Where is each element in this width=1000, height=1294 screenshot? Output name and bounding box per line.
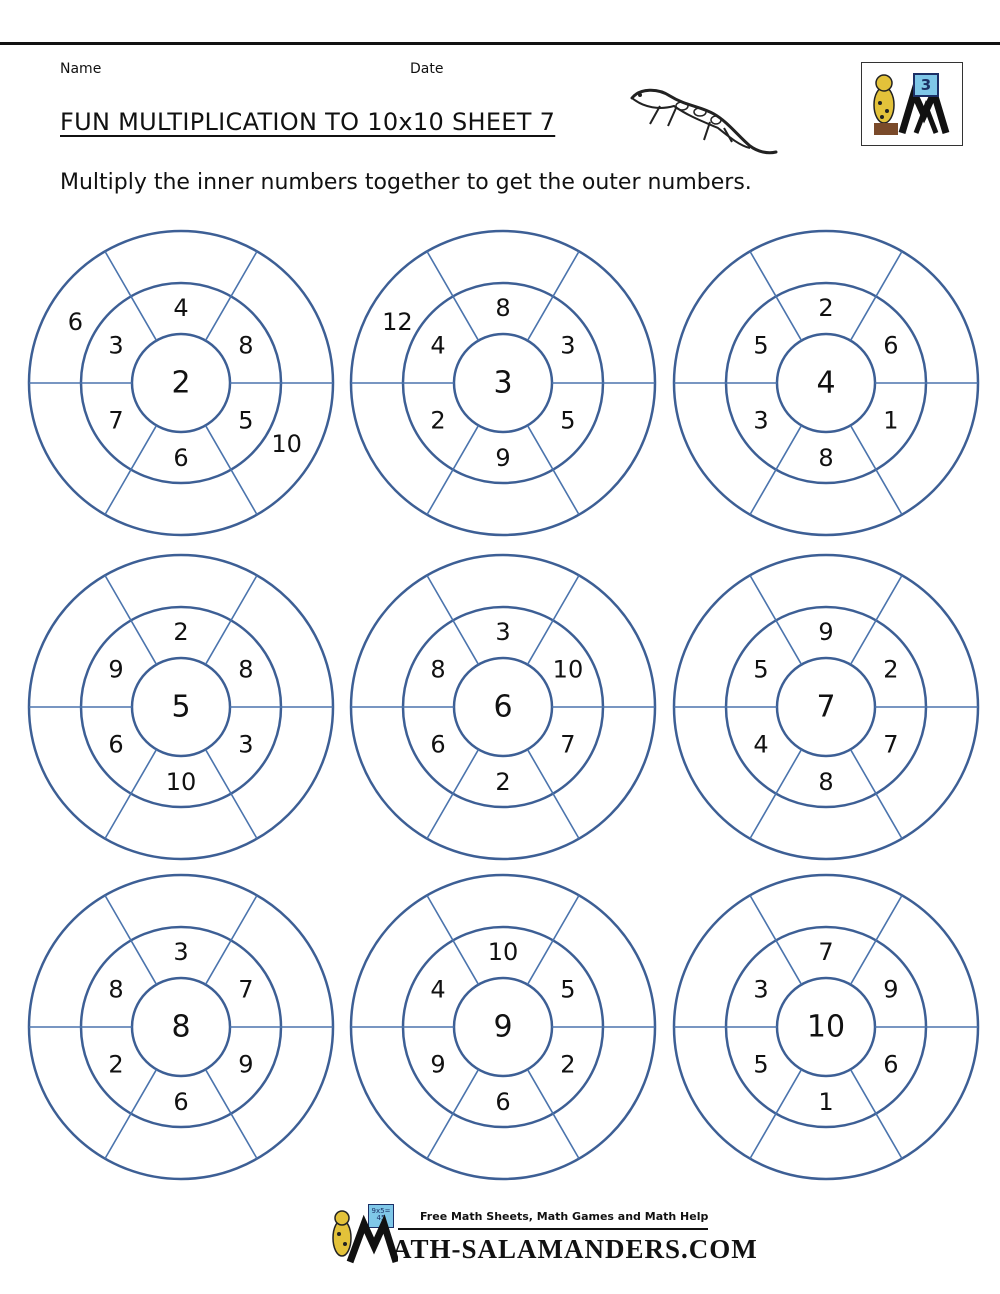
wheel-inner-number: 9: [108, 655, 124, 684]
grade-badge: 3: [913, 73, 939, 97]
wheel-spoke: [427, 251, 479, 340]
wheel-spoke: [427, 425, 479, 514]
wheel-center-number: 3: [493, 365, 513, 401]
wheel-inner-number: 5: [753, 1050, 769, 1079]
wheel-center-number: 4: [816, 365, 836, 401]
wheel-center-number: 2: [171, 365, 191, 401]
footer-badge-line: 9x5=: [371, 1207, 391, 1215]
wheel-inner-number: 6: [883, 331, 899, 360]
wheel-spoke: [427, 1069, 479, 1158]
wheel-inner-number: 8: [818, 768, 834, 796]
wheel-spoke: [105, 575, 157, 664]
wheel-inner-number: 7: [108, 406, 124, 435]
wheel-inner-number: 2: [108, 1050, 124, 1079]
wheel-inner-number: 3: [495, 618, 511, 646]
wheel-spoke: [427, 895, 479, 984]
worksheet-title: FUN MULTIPLICATION TO 10x10 SHEET 7: [60, 108, 556, 136]
wheel-inner-number: 6: [108, 730, 124, 759]
wheel-inner-number: 2: [818, 294, 834, 322]
wheel-spoke: [528, 1069, 580, 1158]
wheel-inner-number: 10: [487, 938, 519, 966]
wheel-inner-number: 8: [108, 975, 124, 1004]
wheel-inner-number: 9: [883, 975, 899, 1004]
wheel-spoke: [206, 251, 258, 340]
wheel-spoke: [105, 895, 157, 984]
wheel-inner-number: 3: [108, 331, 124, 360]
wheel-spoke: [528, 575, 580, 664]
wheel-inner-number: 9: [818, 618, 834, 646]
wheel-inner-number: 9: [238, 1050, 254, 1079]
wheel-inner-number: 3: [560, 331, 576, 360]
footer-site-name: ATH-SALAMANDERS.COM: [392, 1234, 758, 1264]
wheel-inner-number: 6: [430, 730, 446, 759]
wheel-spoke: [206, 895, 258, 984]
wheel-inner-number: 9: [430, 1050, 446, 1079]
wheel-center-number: 6: [493, 689, 513, 725]
wheel-spoke: [851, 895, 903, 984]
wheel-inner-number: 3: [173, 938, 189, 966]
wheel-spoke: [750, 575, 802, 664]
wheel-center-number: 9: [493, 1009, 513, 1045]
wheel-spoke: [105, 1069, 157, 1158]
wheel-inner-number: 4: [753, 730, 769, 759]
wheel-inner-number: 10: [165, 768, 197, 796]
wheel-inner-number: 2: [495, 768, 511, 796]
wheel-spoke: [750, 1069, 802, 1158]
wheel-spoke: [206, 425, 258, 514]
wheel-inner-number: 6: [173, 444, 189, 472]
wheel-center-number: 5: [171, 689, 191, 725]
wheel-inner-number: 5: [753, 331, 769, 360]
wheel-spoke: [750, 251, 802, 340]
wheel-inner-number: 8: [238, 655, 254, 684]
wheel-inner-number: 8: [430, 655, 446, 684]
wheel-spoke: [206, 1069, 258, 1158]
wheel-inner-number: 2: [883, 655, 899, 684]
wheel-inner-number: 7: [560, 730, 576, 759]
wheel-inner-number: 4: [430, 331, 446, 360]
wheel-spoke: [750, 425, 802, 514]
wheel-inner-number: 7: [883, 730, 899, 759]
wheel-spoke: [851, 425, 903, 514]
wheel-center-number: 8: [171, 1009, 191, 1045]
instructions: Multiply the inner numbers together to get the outer numbers.: [60, 170, 752, 195]
wheel-spoke: [528, 251, 580, 340]
footer-badge-line: 45: [376, 1214, 386, 1222]
footer-logo: [328, 1204, 398, 1266]
wheel-inner-number: 5: [560, 975, 576, 1004]
wheel-inner-number: 5: [560, 406, 576, 435]
wheel-inner-number: 4: [173, 294, 189, 322]
footer-tagline: Free Math Sheets, Math Games and Math Help: [420, 1210, 709, 1223]
wheel-inner-number: 10: [552, 655, 584, 684]
name-label: Name: [60, 61, 102, 77]
wheel-spoke: [528, 749, 580, 838]
wheel-inner-number: 1: [883, 406, 899, 435]
wheel-center-number: 10: [806, 1009, 846, 1045]
wheel-inner-number: 8: [238, 331, 254, 360]
wheel-spoke: [851, 575, 903, 664]
wheel-spoke: [528, 895, 580, 984]
wheel-inner-number: 4: [430, 975, 446, 1004]
wheel-inner-number: 7: [238, 975, 254, 1004]
wheel-inner-number: 3: [238, 730, 254, 759]
wheel-spoke: [105, 749, 157, 838]
wheel-outer-number: 6: [67, 308, 83, 336]
wheel-spoke: [427, 575, 479, 664]
wheel-center-number: 7: [816, 689, 836, 725]
wheel-inner-number: 8: [818, 444, 834, 472]
footer-rule: [398, 1228, 708, 1230]
wheel-spoke: [851, 1069, 903, 1158]
wheel-spoke: [206, 749, 258, 838]
wheel-outer-number: 10: [271, 430, 302, 458]
wheel-inner-number: 3: [753, 975, 769, 1004]
wheel-inner-number: 9: [495, 444, 511, 472]
date-label: Date: [410, 61, 444, 77]
wheel-spoke: [528, 425, 580, 514]
wheel-spoke: [750, 895, 802, 984]
wheel-inner-number: 8: [495, 294, 511, 322]
wheel-inner-number: 2: [173, 618, 189, 646]
wheel-spoke: [105, 251, 157, 340]
wheel-inner-number: 6: [173, 1088, 189, 1116]
wheel-spoke: [851, 749, 903, 838]
wheel-inner-number: 2: [560, 1050, 576, 1079]
wheel-spoke: [750, 749, 802, 838]
wheel-inner-number: 5: [238, 406, 254, 435]
wheel-spoke: [105, 425, 157, 514]
wheel-spoke: [851, 251, 903, 340]
wheel-spoke: [206, 575, 258, 664]
wheel-spoke: [427, 749, 479, 838]
wheel-inner-number: 3: [753, 406, 769, 435]
wheel-outer-number: 12: [382, 308, 413, 336]
wheel-inner-number: 5: [753, 655, 769, 684]
wheel-inner-number: 6: [495, 1088, 511, 1116]
wheel-inner-number: 1: [818, 1088, 834, 1116]
wheel-inner-number: 7: [818, 938, 834, 966]
wheel-inner-number: 6: [883, 1050, 899, 1079]
wheel-inner-number: 2: [430, 406, 446, 435]
